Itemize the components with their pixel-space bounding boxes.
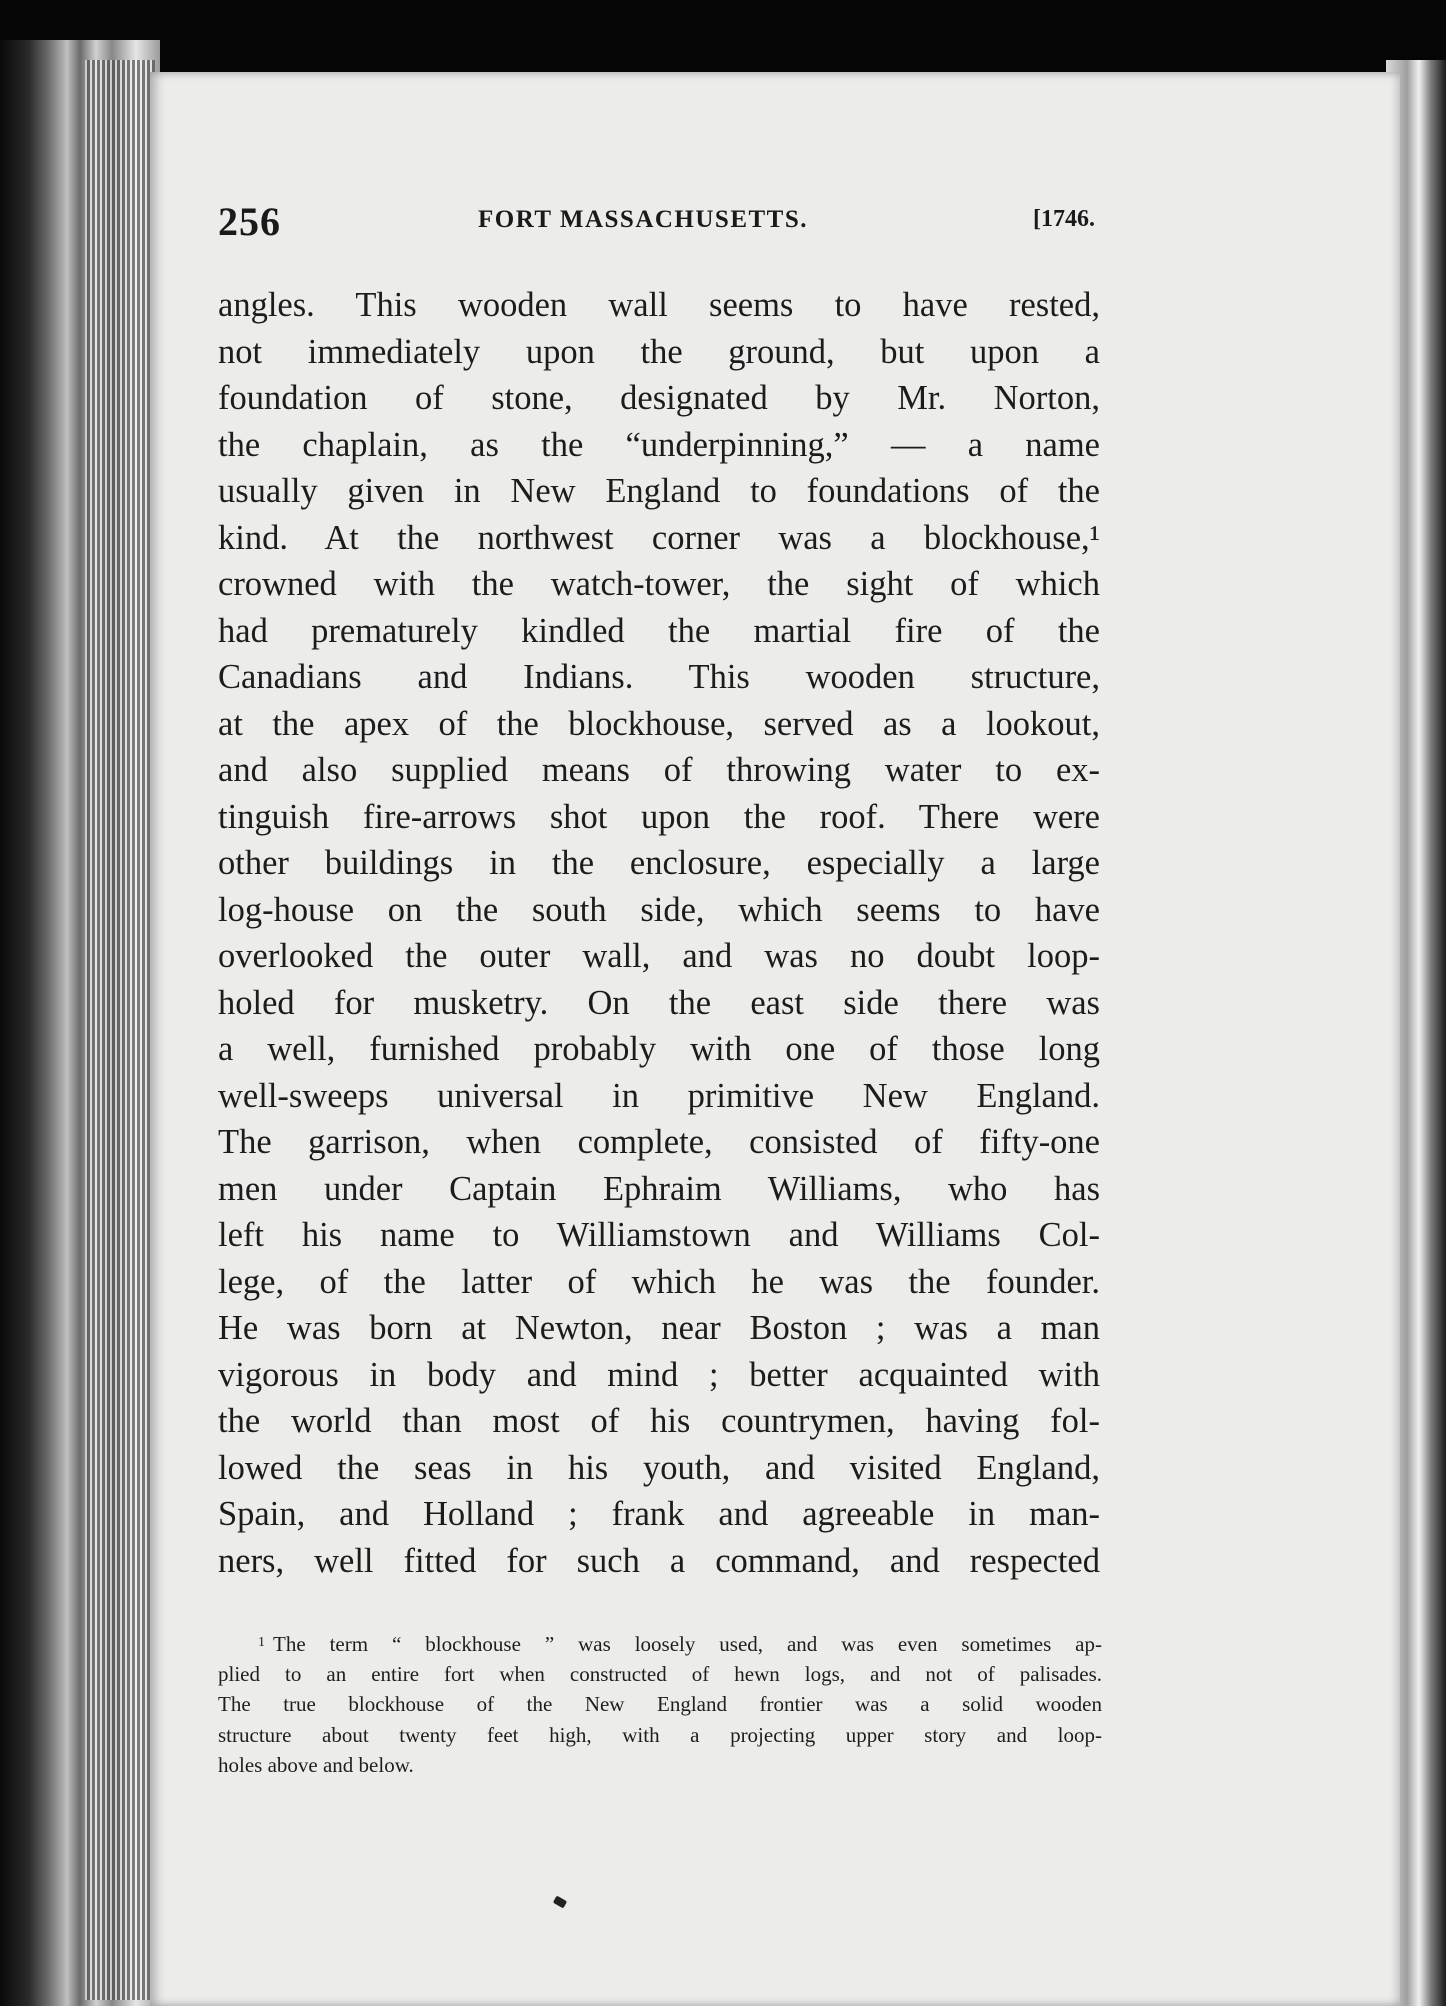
body-text bbox=[218, 282, 1100, 1584]
text-line: angles. This wooden wall seems to have rested, bbox=[218, 286, 1100, 324]
text-line: log-house on the south side, which seems to have bbox=[218, 890, 1100, 929]
footnote-marker: 1 bbox=[258, 1635, 265, 1650]
page-edges-left bbox=[85, 60, 155, 2000]
text-line: other buildings in the enclosure, especially a large bbox=[218, 844, 1100, 882]
footnote-line-first bbox=[218, 1628, 1102, 1659]
text-line: lowed the seas in his youth, and visited England, bbox=[218, 1448, 1100, 1487]
footnote-text: The term “ blockhouse ” was loosely used, and was even sometimes ap- bbox=[273, 1632, 1102, 1656]
text-line: tinguish fire-arrows shot upon the roof. There were bbox=[218, 797, 1100, 836]
footnote-line: The true blockhouse of the New England frontier was a solid wooden bbox=[218, 1692, 1102, 1716]
running-date: [1746. bbox=[1033, 206, 1095, 232]
running-title: FORT MASSACHUSETTS. bbox=[478, 206, 809, 233]
text-line: The garrison, when complete, consisted of fifty-one bbox=[218, 1123, 1100, 1161]
text-line: vigorous in body and mind ; better acquainted with bbox=[218, 1355, 1100, 1394]
text-line: ners, well fitted for such a command, and respected bbox=[218, 1541, 1100, 1580]
text-line: kind. At the northwest corner was a blockhouse,¹ bbox=[218, 518, 1100, 557]
text-line: usually given in New England to foundations of the bbox=[218, 472, 1100, 510]
text-line: holed for musketry. On the east side there was bbox=[218, 983, 1100, 1022]
text-line: the chaplain, as the “underpinning,” — a name bbox=[218, 425, 1100, 464]
text-line: at the apex of the blockhouse, served as a lookout, bbox=[218, 704, 1100, 743]
text-line: had prematurely kindled the martial fire of the bbox=[218, 611, 1100, 650]
text-line: not immediately upon the ground, but upon a bbox=[218, 332, 1100, 371]
text-line: Canadians and Indians. This wooden structure, bbox=[218, 658, 1100, 696]
text-line: a well, furnished probably with one of those long bbox=[218, 1030, 1100, 1068]
text-line: overlooked the outer wall, and was no doubt loop- bbox=[218, 937, 1100, 975]
text-line: the world than most of his countrymen, having fol- bbox=[218, 1402, 1100, 1440]
text-line: Spain, and Holland ; frank and agreeable in man- bbox=[218, 1495, 1100, 1533]
text-line: crowned with the watch-tower, the sight of which bbox=[218, 565, 1100, 603]
page-header bbox=[218, 120, 1095, 244]
footnote-line: plied to an entire fort when constructed of hewn logs, and not of palisades. bbox=[218, 1661, 1102, 1686]
text-line: and also supplied means of throwing water to ex- bbox=[218, 751, 1100, 789]
text-line: lege, of the latter of which he was the founder. bbox=[218, 1262, 1100, 1301]
footnote-line: holes above and below. bbox=[218, 1753, 414, 1777]
text-line: foundation of stone, designated by Mr. Norton, bbox=[218, 379, 1100, 417]
text-line: well-sweeps universal in primitive New England. bbox=[218, 1076, 1100, 1115]
footnote-line: structure about twenty feet high, with a projecting upper story and loop- bbox=[218, 1722, 1102, 1747]
footnote bbox=[218, 1628, 1102, 1781]
text-line: men under Captain Ephraim Williams, who has bbox=[218, 1169, 1100, 1208]
page-number: 256 bbox=[218, 199, 281, 244]
text-line: left his name to Williamstown and Williams Col- bbox=[218, 1216, 1100, 1254]
text-line: He was born at Newton, near Boston ; was a man bbox=[218, 1309, 1100, 1347]
